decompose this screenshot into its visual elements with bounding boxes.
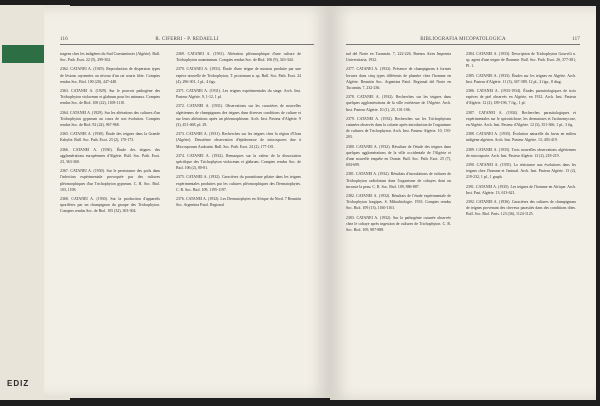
bibliography-entry: 2379. CATANEI A. (1932). Recherches sur les Trichophytons cutanées observés dans la colonie après introduction de l'organisme de cultures de Trichophyton. Arch. Inst. Pasteur Algérie. 10, 193-203. <box>346 116 451 140</box>
bibliography-entry: 2374. CATANEI A. (1932). Remarques sur la valeur de la dissociation spécifique des Trichophyton violaceum et glabrum. Comptes rendus Soc. de Biol. 106 (2), 80-81. <box>176 153 301 171</box>
bibliography-entry: 2362. CATANEI A. (1929). Reproduction de dispersion types de lésions rayonnées au niveau d'un rat souris hôte. Comptes rendus Soc. Biol. 100 (20), 447-448. <box>60 67 160 84</box>
bibliography-entry: nal del Norte en Tucumán. 7, 222-226, Buenos Aires Imprenta Universitaria, 1932. <box>346 52 451 63</box>
bibliography-entry: 2390. CATANEI A. (1935). La résistance aux évolutions dans les teignes chez l'homme et l'animal. Arch. Inst. Pasteur Algérie. 13 (2), 219-232, 1 pl., 1 graph. <box>466 163 576 180</box>
bibliography-entry: 2378. CATANEI A. (1932). Recherches sur les teignes dans quelques agglomérations de la ville extérieure de l'Algérie. Arch. Inst. Pasteur Algérie. 10 (1), 25, 101-106. <box>346 95 451 112</box>
bibliography-entry: 2387. CATANEI A. (1934). Recherches parasitologiques et expérimentales sur le spirotrichose, les dermatoses et l'actinomycose, en Algérie. Arch. Inst. Pasteur d'Algérie. 12 (3), 351-366, 1 pl., 3 fig. <box>466 110 576 128</box>
right-page <box>330 6 596 400</box>
header-rule-right <box>346 44 580 45</box>
bibliography-entry: 2368. CATANEI A. (1930). Sur la production d'appareils sporifères par un champignon du groupe des Trichophyton. Comptes rendus Soc. de Biol. 105 (32), 303-304. <box>60 197 160 214</box>
bibliography-entry: 2384. CATANEI A. (1933). Description de Trichophyton Gourvili n. sp. agent d'une teigne de l'homme. Bull. Soc. Path. Exot. 26, 377-381, Pl. 1. <box>466 52 576 69</box>
bibliography-entry: 2389. CATANEI A. (1935). Trois nouvelles observations algériennes de microsporie. Arch. Inst. Pasteur Algérie. 13 (2), 218-219. <box>466 147 576 158</box>
left-column-1 <box>60 51 160 371</box>
header-rule-left <box>60 44 314 45</box>
page-number-left: 116 <box>60 37 68 42</box>
bibliography-entry: 2366. CATANEI A. (1930). Étude des teignes des agglomérations européennes d'Algérie. Bull. Soc. Path. Exot. 23, 363-368. <box>60 147 160 165</box>
bibliography-entry: 2372. CATANEI A. (1931). Observations sur les caractères de nouvelles algériennes de champignons des teignes dans diverses conditions de culture et sur leurs altérations après un pléomorphisme. Arch. Inst. Pasteur d'Algérie. 9 (3), 451-468, pl. 29. <box>176 104 301 128</box>
page-number-right: 117 <box>572 37 580 42</box>
cover-label: EDIZ <box>7 379 30 388</box>
bibliography-entry: 2380. CATANEI A. (1932). Résultats de l'étude des teignes dans quelques agglomérations de la ville occidentale de l'Algérie et d'une nouvelle enquête en Oranie. Bull. Soc. Path. Exot. 25 (7), 694-699. <box>346 144 451 168</box>
bibliography-entry: 2382. CATANEI A. (1932). Résultats de l'étude expérimentale de Trichophyton longipes. S. Mikrobiologie. 1933. Comptes rendus Soc. Biol. 109 (13), 1160-1161. <box>346 194 451 211</box>
bibliography-entry: 2377. CATANEI A. (1932). Présence de champignons à formes levures dans cinq types différents de phanère chez l'homme en Algérie. Reunión Soc. Argentina Patol. Regional del Norte en Tucumán, 7, 232-236. <box>346 67 451 91</box>
bibliography-entry: 2365. CATANEI A. (1930). Étude des teignes dans la Grande Kabylie. Bull. Soc. Path. Exot. 23 (2), 170-173. <box>60 132 160 143</box>
bibliography-entry: 2371. CATANEI A. (1931). Les teignes expérimentales du singe. Arch. Inst. Pasteur Algérie. 9, 1-12, 1 pl. <box>176 89 301 100</box>
bibliography-entry: 2364. CATANEI A. (1929). Sur les altérations des cultures d'un Trichophyton gypseum au cours de son évolution. Comptes rendus Soc. de Biol. 92 (24), 967-968. <box>60 110 160 128</box>
right-column-1 <box>346 51 451 371</box>
bibliography-entry: 2373. CATANEI A. (1931). Recherches sur les teignes chez la région d'Oran (Algérie). Deuxième observation d'épidermose de microspores due à Microsporum Audouini. Bull. Soc. Path. Exot. 24 (2), 177-181. <box>176 132 301 149</box>
bibliography-entry: 2383. CATANEI A. (1932). Sur la pathogénie cutanée observée chez le cobaye après ingestion de cultures de Trichophyton. C. R. Soc. Biol. 109, 887-888. <box>346 215 451 233</box>
bibliography-entry: 2388. CATANEI A. (1935). Évolution naturelle du favus en milieu indigène algérien. Arch. Inst. Pasteur Algérie. 13, 403-419. <box>466 132 576 143</box>
right-column-2 <box>466 51 576 371</box>
bibliography-entry: 2386. CATANEI A. (1933-1934). Études parasitologiques de trois espèces de piel observés en Algérie, en 1912. Arch. Inst. Pasteur d'Algérie. 12 (2), 189-196, 7 fig., 1 pl. <box>466 89 576 106</box>
bibliography-entry: 2392. CATANEI A. (1936). Caractères des cultures de champignons de teignes provenant des cheveux parasités dans des conditions dites. Bull. Soc. Biol. Paris. 123 (36), 1124-1125. <box>466 200 576 217</box>
left-column-2 <box>176 51 301 371</box>
bibliography-entry: 2367. CATANEI A. (1930). Sur le persistance des poils dans l'infection expérimentale provoquée par des cultures pléomorphiques d'un Trichophyton gypseum. C. R. Soc. Biol. 103, 1198. <box>60 169 160 192</box>
running-head-left: R. CIFERRI - P. REDAELLI <box>155 37 219 42</box>
bibliography-entry: 2375. CATANEI A. (1932). Caractères du parasitisme pilaire dans les teignes expérimentales produites par les cultures pléomorphiques des Dermatophytes. C. R. Soc. Biol. 109, 1195-1197. <box>176 175 301 192</box>
bibliography-entry: 2381. CATANEI A. (1932). Résultats d'inoculations de cultures de Trichophyton radiolatum dans l'organisme de cobayes dont on incruste la peau. C. R. Soc. Biol. 109, 886-887. <box>346 172 451 189</box>
bibliography-entry: 2370. CATANEI A. (1931). Étude d'une teigne de mouton produite par une espèce nouvelle de Trichophyton, T. proximum n. sp. Bull. Soc. Path. Exot. 24 (4), 296-301, 1 pl., 4 figs. <box>176 67 301 84</box>
bibliography-entry: 2363. CATANEI A. (1929). Sur le pouvoir pathogène des Trichophyton violaceum et glabrum pour les animaux. Comptes rendus Soc. de Biol. 100 (22), 1108-1110. <box>60 89 160 106</box>
bibliography-entry: 2391. CATANEI A. (1935). Les teignes de l'homme en Afrique. Arch. Inst. Past. Algérie. 13, 613-621. <box>466 184 576 195</box>
bibliography-entry: 2385. CATANEI A. (1933). Études sur les teignes en Algérie. Arch. Inst. Pasteur d'Algérie. 11 (3), 367-389, 12 pl., 2 figs., 8 diag. <box>466 73 576 84</box>
bibliography-entry: 2369. CATANEI A. (1931). Altération pléomorphique d'une culture de Trichophyton acuminatum. Comptes rendus Soc. de Biol. 106 (9), 343-344. <box>176 52 301 63</box>
running-head-right: BIBLIOGRAFIA MICOPATOLOGICA <box>420 37 506 42</box>
bibliography-entry: tragens ches les indigènes du Sud Constantinois (Algérie). Bull. Soc. Path. Exot. 22 (5), 299-302. <box>60 52 160 63</box>
left-page <box>44 6 330 398</box>
bibliography-entry: 2376. CATANEI A. (1932). Les Dermatophytes en Afrique du Nord. 7 Reunión Soc. Argentina Patol. Regional <box>176 197 301 208</box>
